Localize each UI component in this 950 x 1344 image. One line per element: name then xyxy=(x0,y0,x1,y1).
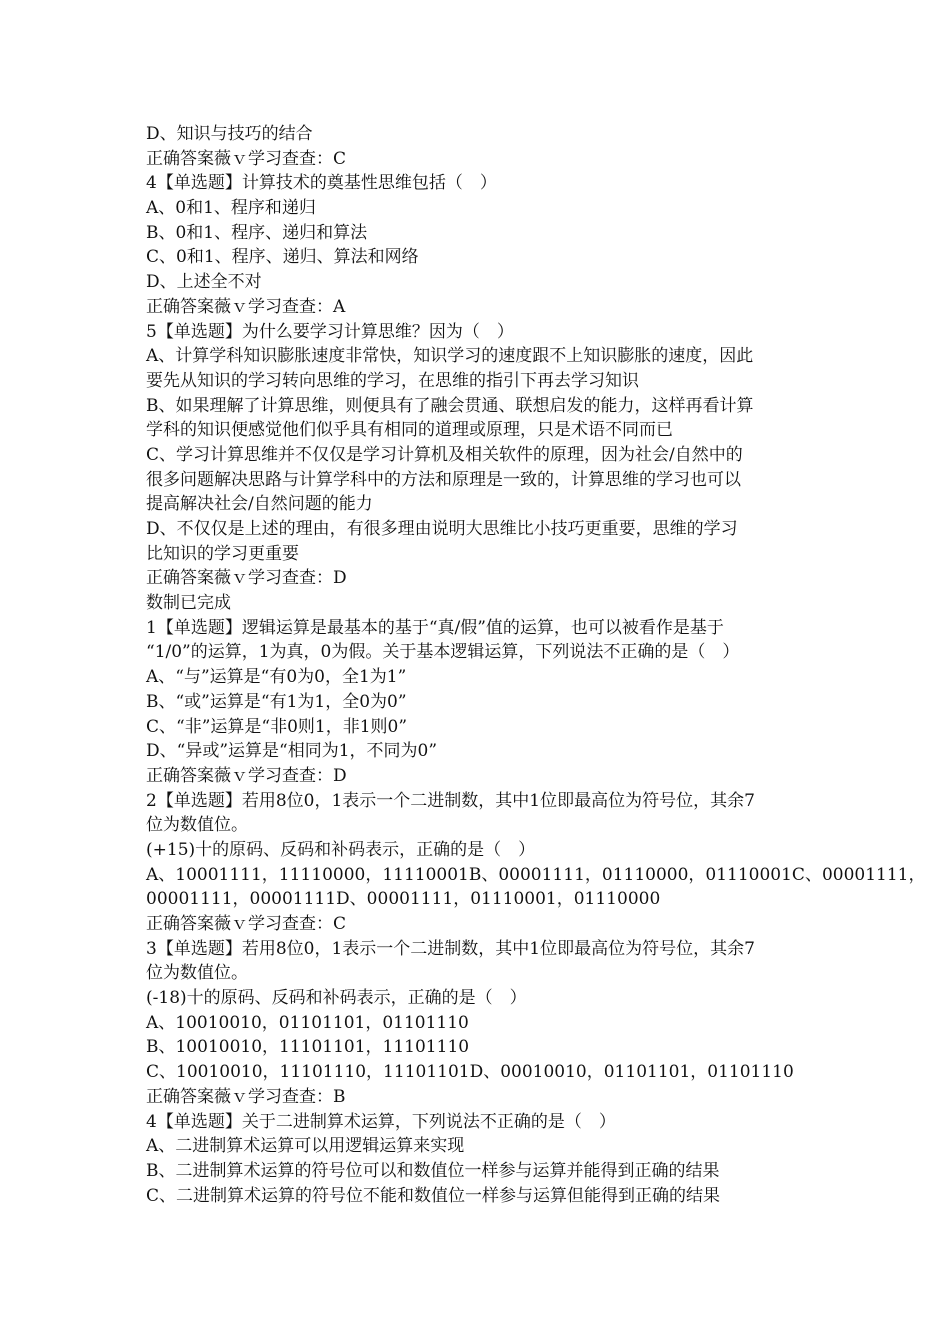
option-a-line: A、二进制算术运算可以用逻辑运算来实现 xyxy=(146,1136,465,1157)
option-b-line: B、10010010，11101101，11101110 xyxy=(146,1037,470,1058)
options-continuation-line: 00001111，00001111D、00001111，01110001，01110000 xyxy=(146,889,661,910)
option-d-line: D、上述全不对 xyxy=(146,272,262,293)
question-3-continuation-line: 位为数值位。 xyxy=(146,963,248,984)
question-4-line: 4【单选题】关于二进制算术运算，下列说法不正确的是（ ） xyxy=(146,1111,616,1132)
option-c-line: C、0和1、程序、递归、算法和网络 xyxy=(146,247,419,268)
option-c-d-line: C、10010010，11101110，11101101D、00010010，01101101，01101110 xyxy=(146,1062,794,1083)
answer-line: 正确答案薇ｖ学习查查：B xyxy=(146,1086,346,1107)
option-b-line: B、0和1、程序、递归和算法 xyxy=(146,222,368,243)
option-b-line: B、二进制算术运算的符号位可以和数值位一样参与运算并能得到正确的结果 xyxy=(146,1160,720,1181)
option-b-continuation-line: 学科的知识便感觉他们似乎具有相同的道理或原理，只是术语不同而已 xyxy=(146,420,673,441)
question-1-continuation-line: “1/0”的运算，1为真，0为假。关于基本逻辑运算，下列说法不正确的是（ ） xyxy=(146,642,740,663)
option-c-continuation-line: 提高解决社会/自然问题的能力 xyxy=(146,494,373,515)
options-line: A、10001111，11110000，11110001B、00001111，01110000，01110001C、00001111， xyxy=(146,864,926,885)
answer-line: 正确答案薇ｖ学习查查：C xyxy=(146,148,347,169)
option-d-line: D、“异或”运算是“相同为1，不同为0” xyxy=(146,741,438,762)
option-d-line: D、不仅仅是上述的理由，有很多理由说明大思维比小技巧更重要，思维的学习 xyxy=(146,519,738,539)
question-3-line: 3【单选题】若用8位0，1表示一个二进制数，其中1位即最高位为符号位，其余7 xyxy=(146,938,755,959)
question-2-continuation-line: 位为数值位。 xyxy=(146,815,248,836)
question-2-line: 2【单选题】若用8位0，1表示一个二进制数，其中1位即最高位为符号位，其余7 xyxy=(146,790,755,811)
option-c-line: C、“非”运算是“非0则1，非1则0” xyxy=(146,716,408,737)
option-a-line: A、10010010，01101101，01101110 xyxy=(146,1012,469,1033)
question-1-line: 1【单选题】逻辑运算是最基本的基于“真/假”值的运算，也可以被看作是基于 xyxy=(146,617,724,638)
answer-line: 正确答案薇ｖ学习查查：C xyxy=(146,914,347,934)
section-heading: 数制已完成 xyxy=(146,593,231,614)
option-a-line: A、“与”运算是“有0为0，全1为1” xyxy=(146,667,407,688)
option-c-line: C、二进制算术运算的符号位不能和数值位一样参与运算但能得到正确的结果 xyxy=(146,1185,721,1206)
option-a-line: A、计算学科知识膨胀速度非常快，知识学习的速度跟不上知识膨胀的速度，因此 xyxy=(146,346,754,367)
question-4-line: 4【单选题】计算技术的奠基性思维包括（ ） xyxy=(146,173,497,194)
option-d-line: D、知识与技巧的结合 xyxy=(146,124,313,144)
document-page xyxy=(146,122,926,1208)
option-d-continuation-line: 比知识的学习更重要 xyxy=(146,543,299,564)
answer-line: 正确答案薇ｖ学习查查：D xyxy=(146,568,347,589)
question-3-prompt-line: (-18)十的原码、反码和补码表示，正确的是（ ） xyxy=(146,988,527,1009)
option-b-line: B、如果理解了计算思维，则便具有了融会贯通、联想启发的能力，这样再看计算 xyxy=(146,395,754,416)
answer-line: 正确答案薇ｖ学习查查：A xyxy=(146,296,346,317)
option-a-line: A、0和1、程序和递归 xyxy=(146,198,316,219)
answer-line: 正确答案薇ｖ学习查查：D xyxy=(146,765,347,786)
question-5-line: 5【单选题】为什么要学习计算思维？因为（ ） xyxy=(146,321,514,342)
option-c-line: C、学习计算思维并不仅仅是学习计算机及相关软件的原理，因为社会/自然中的 xyxy=(146,444,743,465)
question-2-prompt-line: (+15)十的原码、反码和补码表示，正确的是（ ） xyxy=(146,839,536,860)
option-b-line: B、“或”运算是“有1为1，全0为0” xyxy=(146,691,407,712)
option-c-continuation-line: 很多问题解决思路与计算学科中的方法和原理是一致的，计算思维的学习也可以 xyxy=(146,469,741,490)
option-a-continuation-line: 要先从知识的学习转向思维的学习，在思维的指引下再去学习知识 xyxy=(146,370,639,391)
